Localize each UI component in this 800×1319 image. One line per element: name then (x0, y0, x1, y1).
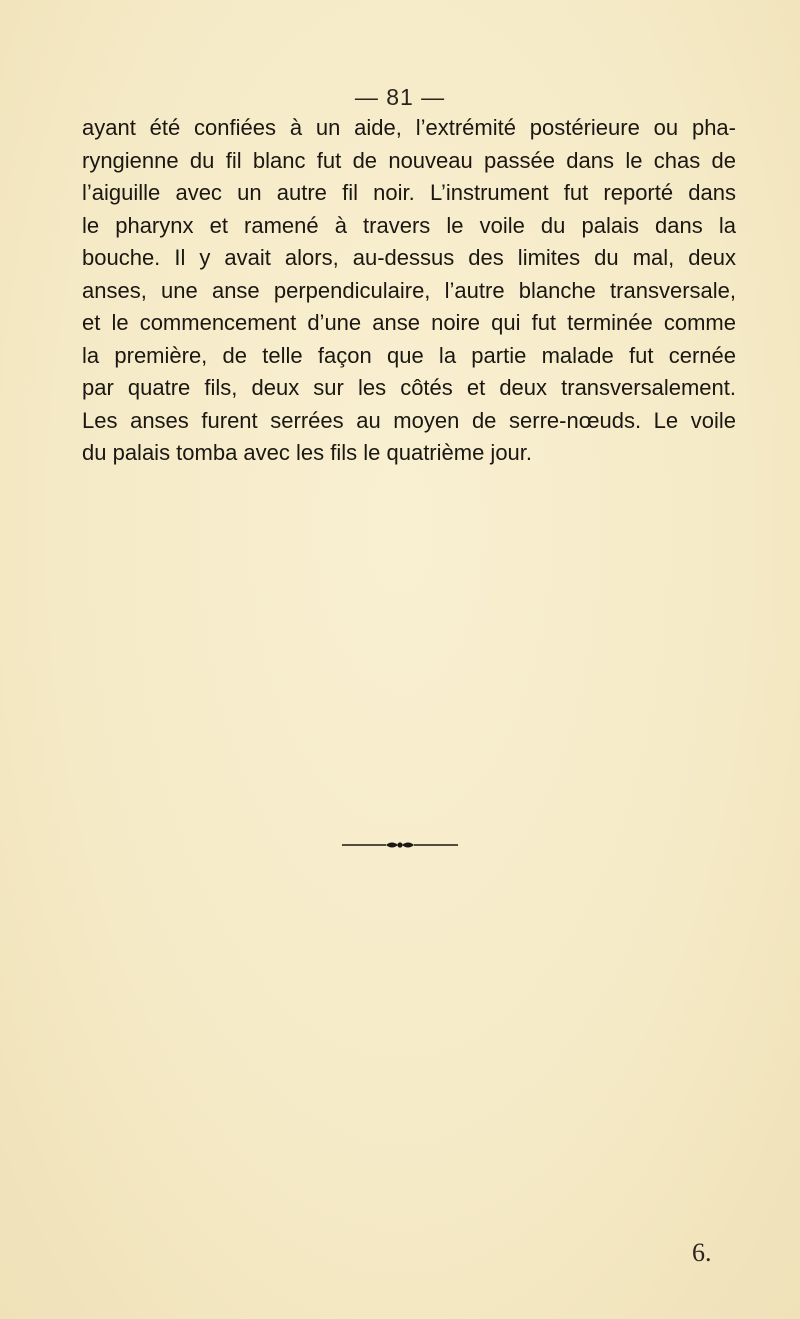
page-number: — 81 — (354, 84, 446, 110)
text-line: du palais tomba avec les fils le quatrième jour. (82, 440, 533, 465)
text-line: la première, de telle façon que la partie malade fut cernée (82, 342, 736, 368)
section-divider-ornament-icon (340, 838, 460, 852)
text-line: Les anses furent serrées au moyen de serre-nœuds. Le voile (82, 407, 736, 433)
body-paragraph (82, 112, 736, 470)
text-line: bouche. Il y avait alors, au-dessus des limites du mal, deux (82, 245, 736, 270)
text-line: anses, une anse perpendiculaire, l’autre blanche transversale, (82, 277, 736, 303)
text-line: le pharynx et ramené à travers le voile du palais dans la (82, 212, 736, 238)
text-line: et le commencement d’une anse noire qui fut terminée comme (82, 310, 736, 335)
signature-mark: 6. (692, 1238, 712, 1267)
text-line: par quatre fils, deux sur les côtés et deux transversalement. (82, 375, 736, 400)
text-line: ayant été confiées à un aide, l’extrémité postérieure ou pha- (82, 115, 736, 140)
text-line: ryngienne du fil blanc fut de nouveau passée dans le chas de (82, 147, 736, 173)
text-line: l’aiguille avec un autre fil noir. L’instrument fut reporté dans (82, 180, 736, 205)
